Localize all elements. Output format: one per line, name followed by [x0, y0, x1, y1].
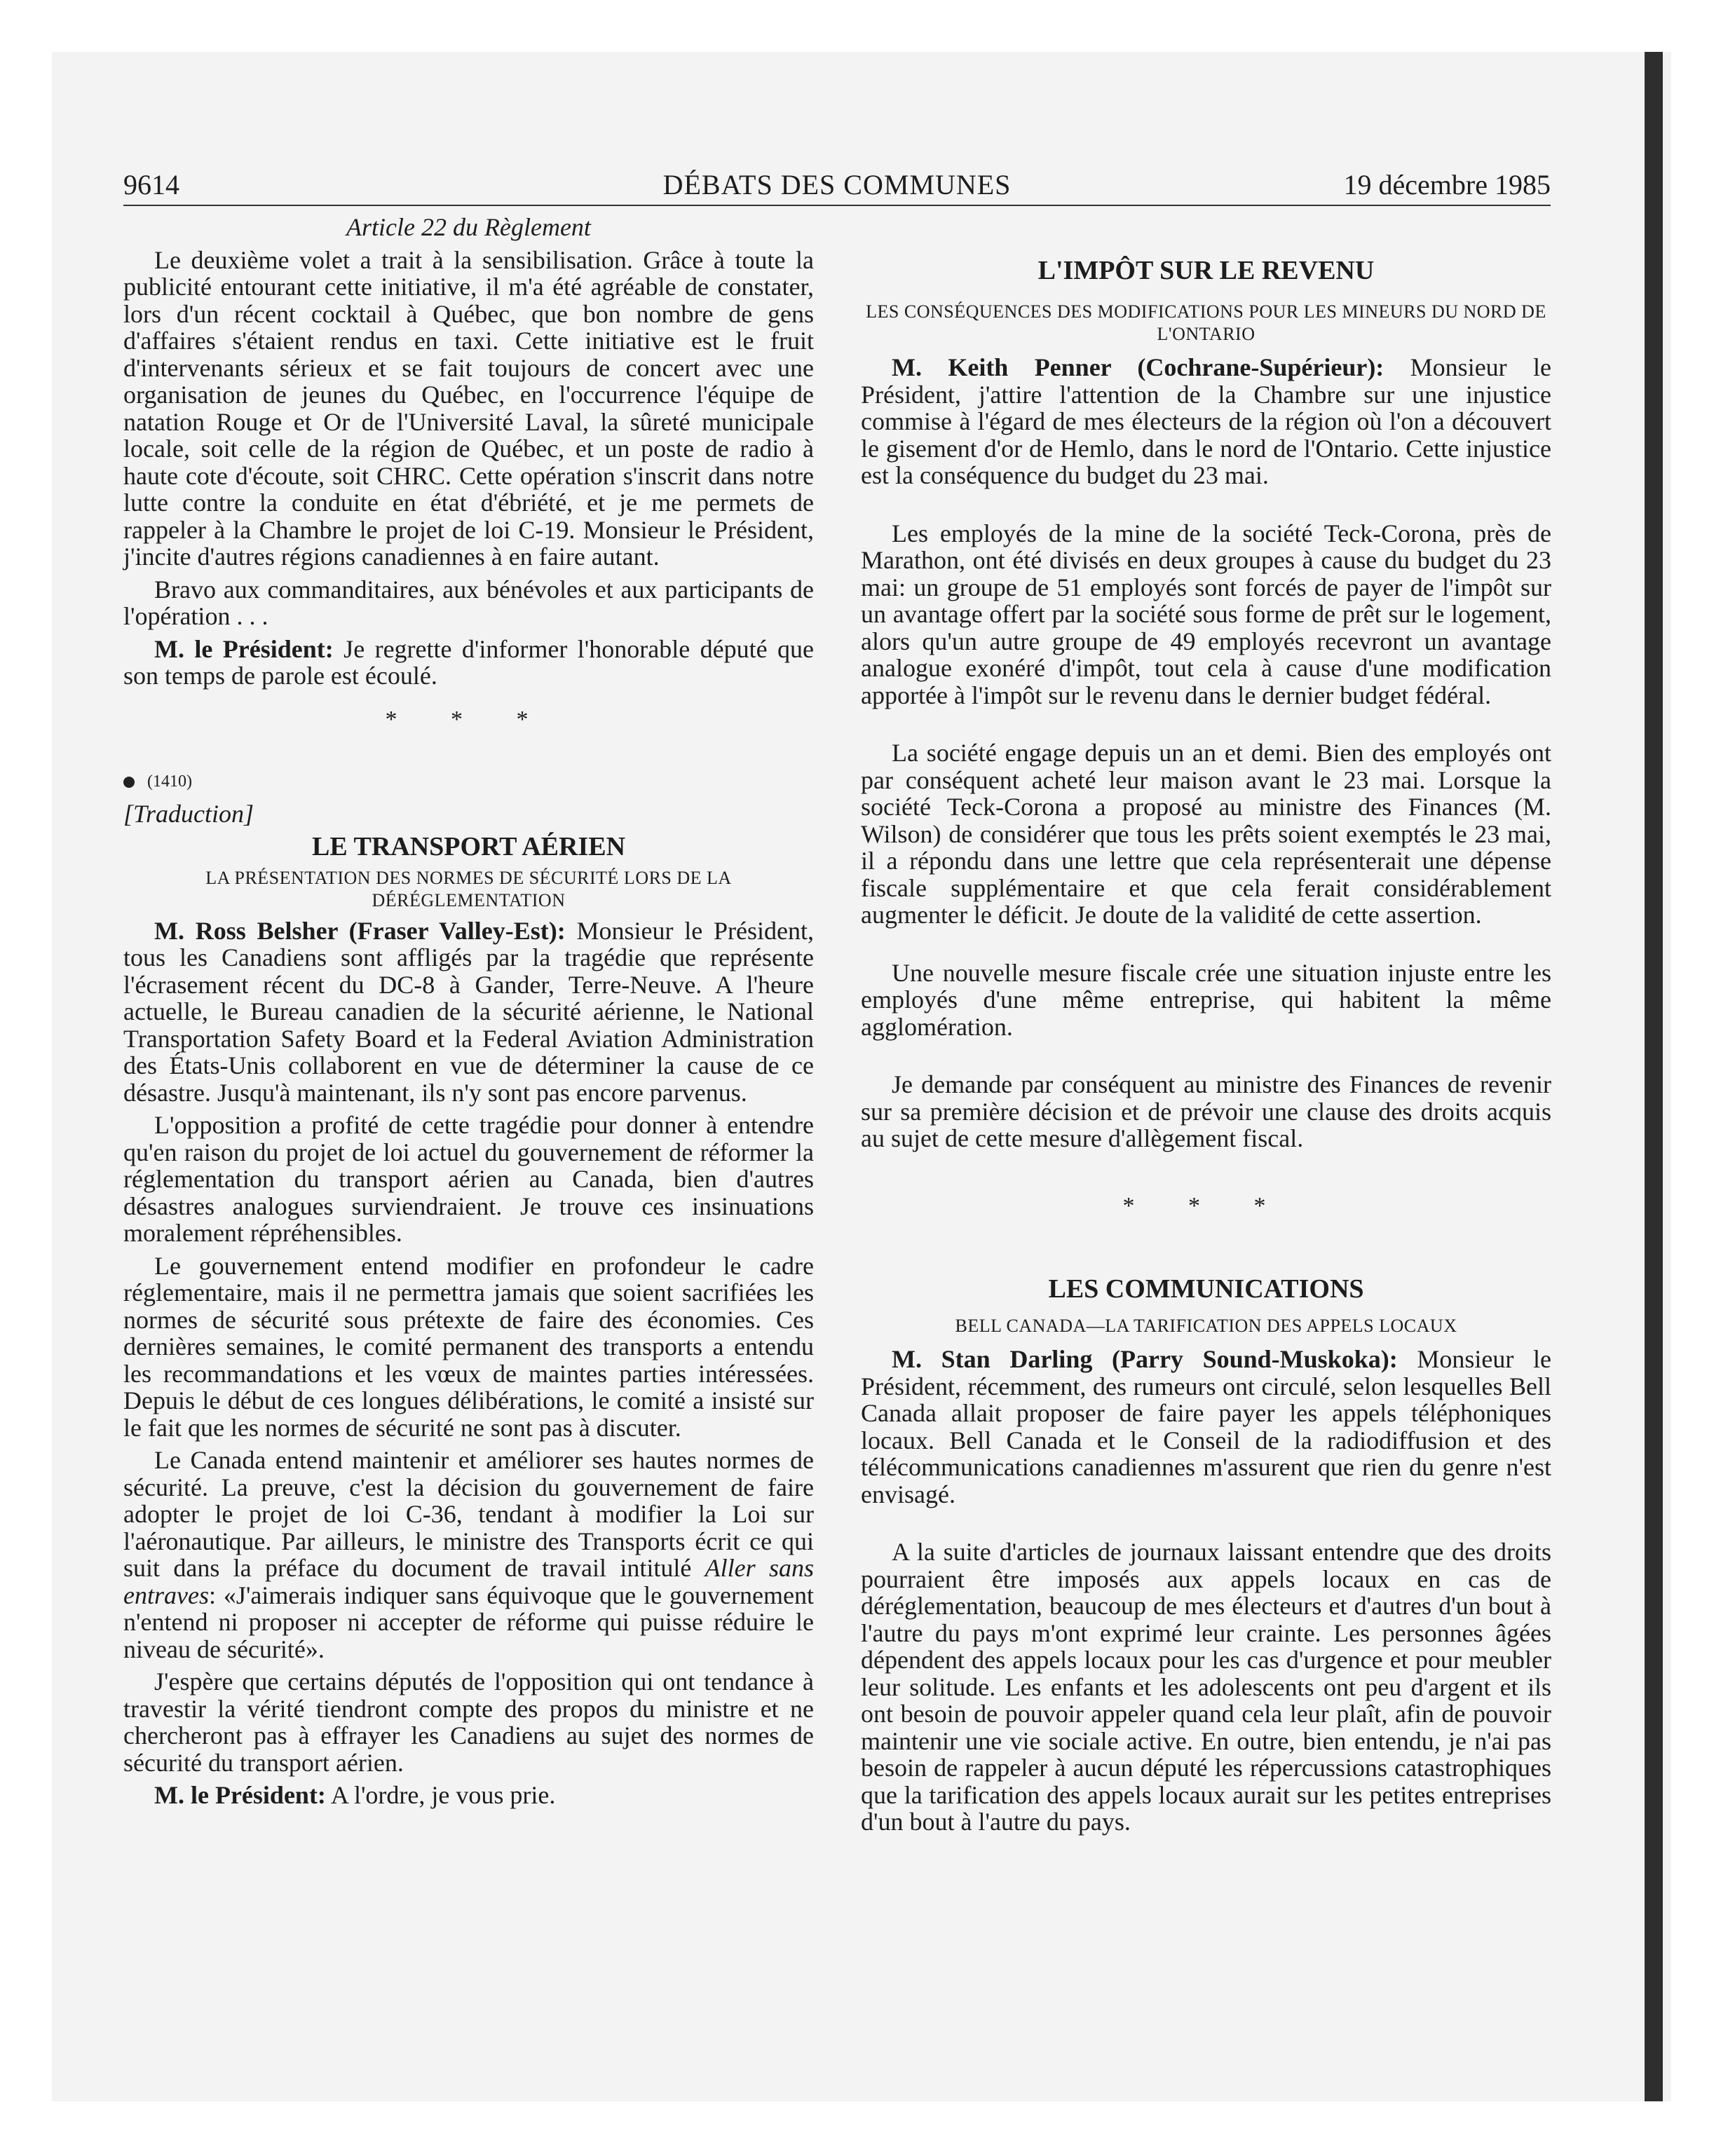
section-separator: * * * — [1122, 1192, 1290, 1219]
section-separator: * * * — [385, 706, 552, 732]
paragraph: Le gouvernement entend modifier en profondeur le cadre réglementaire, mais il ne permettra jamais que soient sacrifiées les normes de sécurité sous prétexte de faire des économies. Ces dernières semaines, le comité permanent des transports a entendu les recommandations et les vœux de maintes parties intéressées. Depuis le début de ces longues délibérations, le comité a insisté sur le fait que les normes de sécurité ne sont pas à discuter. — [123, 1251, 814, 1442]
section-heading: LES COMMUNICATIONS — [1048, 1274, 1364, 1304]
paragraph: A la suite d'articles de journaux laissant entendre que des droits pourraient être imposés aux appels locaux en cas de déréglementation, beaucoup de mes électeurs et d'autres d'un bout à l'autre du pays m'ont exprimé leur crainte. Les personnes âgées dépendent des appels locaux pour les cas d'urgence et pour meubler leur solitude. Les enfants et les adolescents ont peu d'argent et ils ont besoin de pouvoir appeler quand cela leur plaît, afin de pouvoir maintenir une vie sociale active. En outre, bien entendu, je n'ai pas besoin de rappeler à aucun député les répercussions catastrophiques que la tarification des appels locaux aurait sur les petites entreprises d'un bout à l'autre du pays. — [861, 1538, 1551, 1836]
section-heading: L'IMPÔT SUR LE REVENU — [1037, 256, 1375, 285]
paragraph: J'espère que certains députés de l'opposition qui ont tendance à travestir la vérité tiendront compte des propos du ministre et ne chercheront pas à effrayer les Canadiens au sujet des normes de sécurité du transport aérien. — [123, 1667, 814, 1777]
section-label: Article 22 du Règlement — [346, 213, 591, 241]
speaker-name: M. Keith Penner (Cochrane-Supérieur): — [892, 353, 1384, 381]
section-subheading: LA PRÉSENTATION DES NORMES DE SÉCURITÉ LORS DE LA DÉRÉGLEMENTATION — [205, 867, 732, 910]
paragraph: Une nouvelle mesure fiscale crée une situation injuste entre les employés d'une même entreprise, qui habitent la même agglomération. — [861, 958, 1551, 1041]
page-number: 9614 — [123, 169, 179, 200]
left-column — [123, 214, 814, 1809]
speech-text: Monsieur le Président, récemment, des rumeurs ont circulé, selon lesquelles Bell Canada allait proposer de faire payer les appels téléphoniques locaux. Bell Canada et le Conseil de la radiodiffusion et des télécommunications canadiennes m'assurent que rien du genre n'est envisagé. — [861, 1345, 1551, 1508]
speaker-name: M. le Président: — [154, 1781, 326, 1809]
paragraph — [123, 1782, 814, 1809]
time-marker — [123, 768, 814, 795]
paragraph — [123, 636, 814, 690]
paragraph — [861, 354, 1551, 489]
section-subheading: BELL CANADA—LA TARIFICATION DES APPELS LOCAUX — [955, 1316, 1457, 1336]
paragraph: La société engage depuis un an et demi. Bien des employés ont par conséquent acheté leur maison avant le 23 mai. Lorsque la société Teck-Corona a proposé au ministre des Finances (M. Wilson) de considérer que tous les prêts soient exemptés le 23 mai, il a répondu dans une lettre que cela représenterait une dépense fiscale supplémentaire et que cela ferait considérablement augmenter le déficit. Je doute de la validité de cette assertion. — [861, 739, 1551, 929]
paragraph: Je demande par conséquent au ministre des Finances de revenir sur sa première décision et de prévoir une clause des droits acquis au sujet de cette mesure d'allègement fiscal. — [861, 1070, 1551, 1152]
speech-text: Le Canada entend maintenir et améliorer ses hautes normes de sécurité. La preuve, c'est la décision du gouvernement de faire adopter le projet de loi C-36, tendant à modifier la Loi sur l'aéronautique. Par ailleurs, le ministre des Transports écrit ce qui suit dans la préface du document de travail intitulé — [123, 1446, 814, 1582]
time-stamp: (1410) — [147, 772, 192, 791]
page-header — [123, 165, 1551, 206]
paragraph: Les employés de la mine de la société Teck-Corona, près de Marathon, ont été divisés en deux groupes à cause du budget du 23 mai: un groupe de 51 employés sont forcés de payer de l'impôt sur un avantage offert par la société sous forme de prêt sur le logement, alors qu'un autre groupe de 49 employés recevront un avantage analogue exonéré d'impôt, tout cela à cause d'une modification apportée à l'impôt sur le revenu dans le dernier budget fédéral. — [861, 519, 1551, 709]
speaker-name: M. Stan Darling (Parry Sound-Muskoka): — [892, 1345, 1398, 1373]
paragraph — [123, 1447, 814, 1663]
paragraph — [861, 1346, 1551, 1508]
paragraph: L'opposition a profité de cette tragédie pour donner à entendre qu'en raison du projet de loi actuel du gouvernement de réformer la réglementation du transport aérien au Canada, bien d'autres désastres analogues surviendraient. Je trouve ces insinuations moralement répréhensibles. — [123, 1111, 814, 1247]
paragraph: Bravo aux commanditaires, aux bénévoles et aux participants de l'opération . . . — [123, 575, 814, 630]
speech-text: Monsieur le Président, tous les Canadiens sont affligés par la tragédie que représente l'écrasement récent du DC-8 à Gander, Terre-Neuve. A l'heure actuelle, le Bureau canadien de la sécurité aérienne, le National Transportation Safety Board et la Federal Aviation Administration des États-Unis collaborent en vue de déterminer la cause de ce désastre. Jusqu'à maintenant, ils n'y sont pas encore parvenus. — [123, 916, 814, 1107]
translation-note: [Traduction] — [123, 800, 254, 828]
page-date: 19 décembre 1985 — [1343, 169, 1551, 200]
speech-text: : «J'aimerais indiquer sans équivoque que le gouvernement n'entend ni proposer ni accepter de réforme qui puisse réduire le niveau de sécurité». — [123, 1581, 814, 1663]
paragraph — [123, 917, 814, 1107]
section-subheading: LES CONSÉQUENCES DES MODIFICATIONS POUR LES MINEURS DU NORD DE L'ONTARIO — [866, 301, 1546, 344]
speech-text: Monsieur le Président, j'attire l'attention de la Chambre sur une injustice commise à l'égard de mes électeurs de la région où l'on a découvert le gisement d'or de Hemlo, dans le nord de l'Ontario. Cette injustice est la conséquence du budget du 23 mai. — [861, 353, 1551, 489]
right-column — [861, 214, 1551, 1836]
paragraph: Le deuxième volet a trait à la sensibilisation. Grâce à toute la publicité entourant cette initiative, il m'a été agréable de constater, lors d'un récent cocktail à Québec, que bon nombre de gens d'affaires s'étaient rendus en taxi. Cette initiative est le fruit d'intervenants sérieux et se fait toujours de concert avec une organisation de jeunes du Québec, en l'occurrence l'équipe de natation Rouge et Or de l'Université Laval, la sûreté municipale locale, soit celle de la région de Québec, et un poste de radio à haute cote d'écoute, soit CHRC. Cette opération s'inscrit dans notre lutte contre la conduite en état d'ébriété, et je me permets de rappeler à la Chambre le projet de loi C-19. Monsieur le Président, j'incite d'autres régions canadiennes à en faire autant. — [123, 245, 814, 571]
speaker-name: M. Ross Belsher (Fraser Valley-Est): — [154, 916, 566, 945]
document-title: Aller sans entraves — [123, 1554, 814, 1609]
publication-title: DÉBATS DES COMMUNES — [662, 169, 1012, 200]
bullet-icon — [123, 777, 135, 788]
scan-edge-bar — [1645, 52, 1663, 2101]
speaker-name: M. le Président: — [154, 634, 334, 663]
speech-text: A l'ordre, je vous prie. — [325, 1781, 556, 1809]
section-heading: LE TRANSPORT AÉRIEN — [311, 831, 626, 861]
speech-text: Je regrette d'informer l'honorable député que son temps de parole est écoulé. — [123, 634, 814, 690]
